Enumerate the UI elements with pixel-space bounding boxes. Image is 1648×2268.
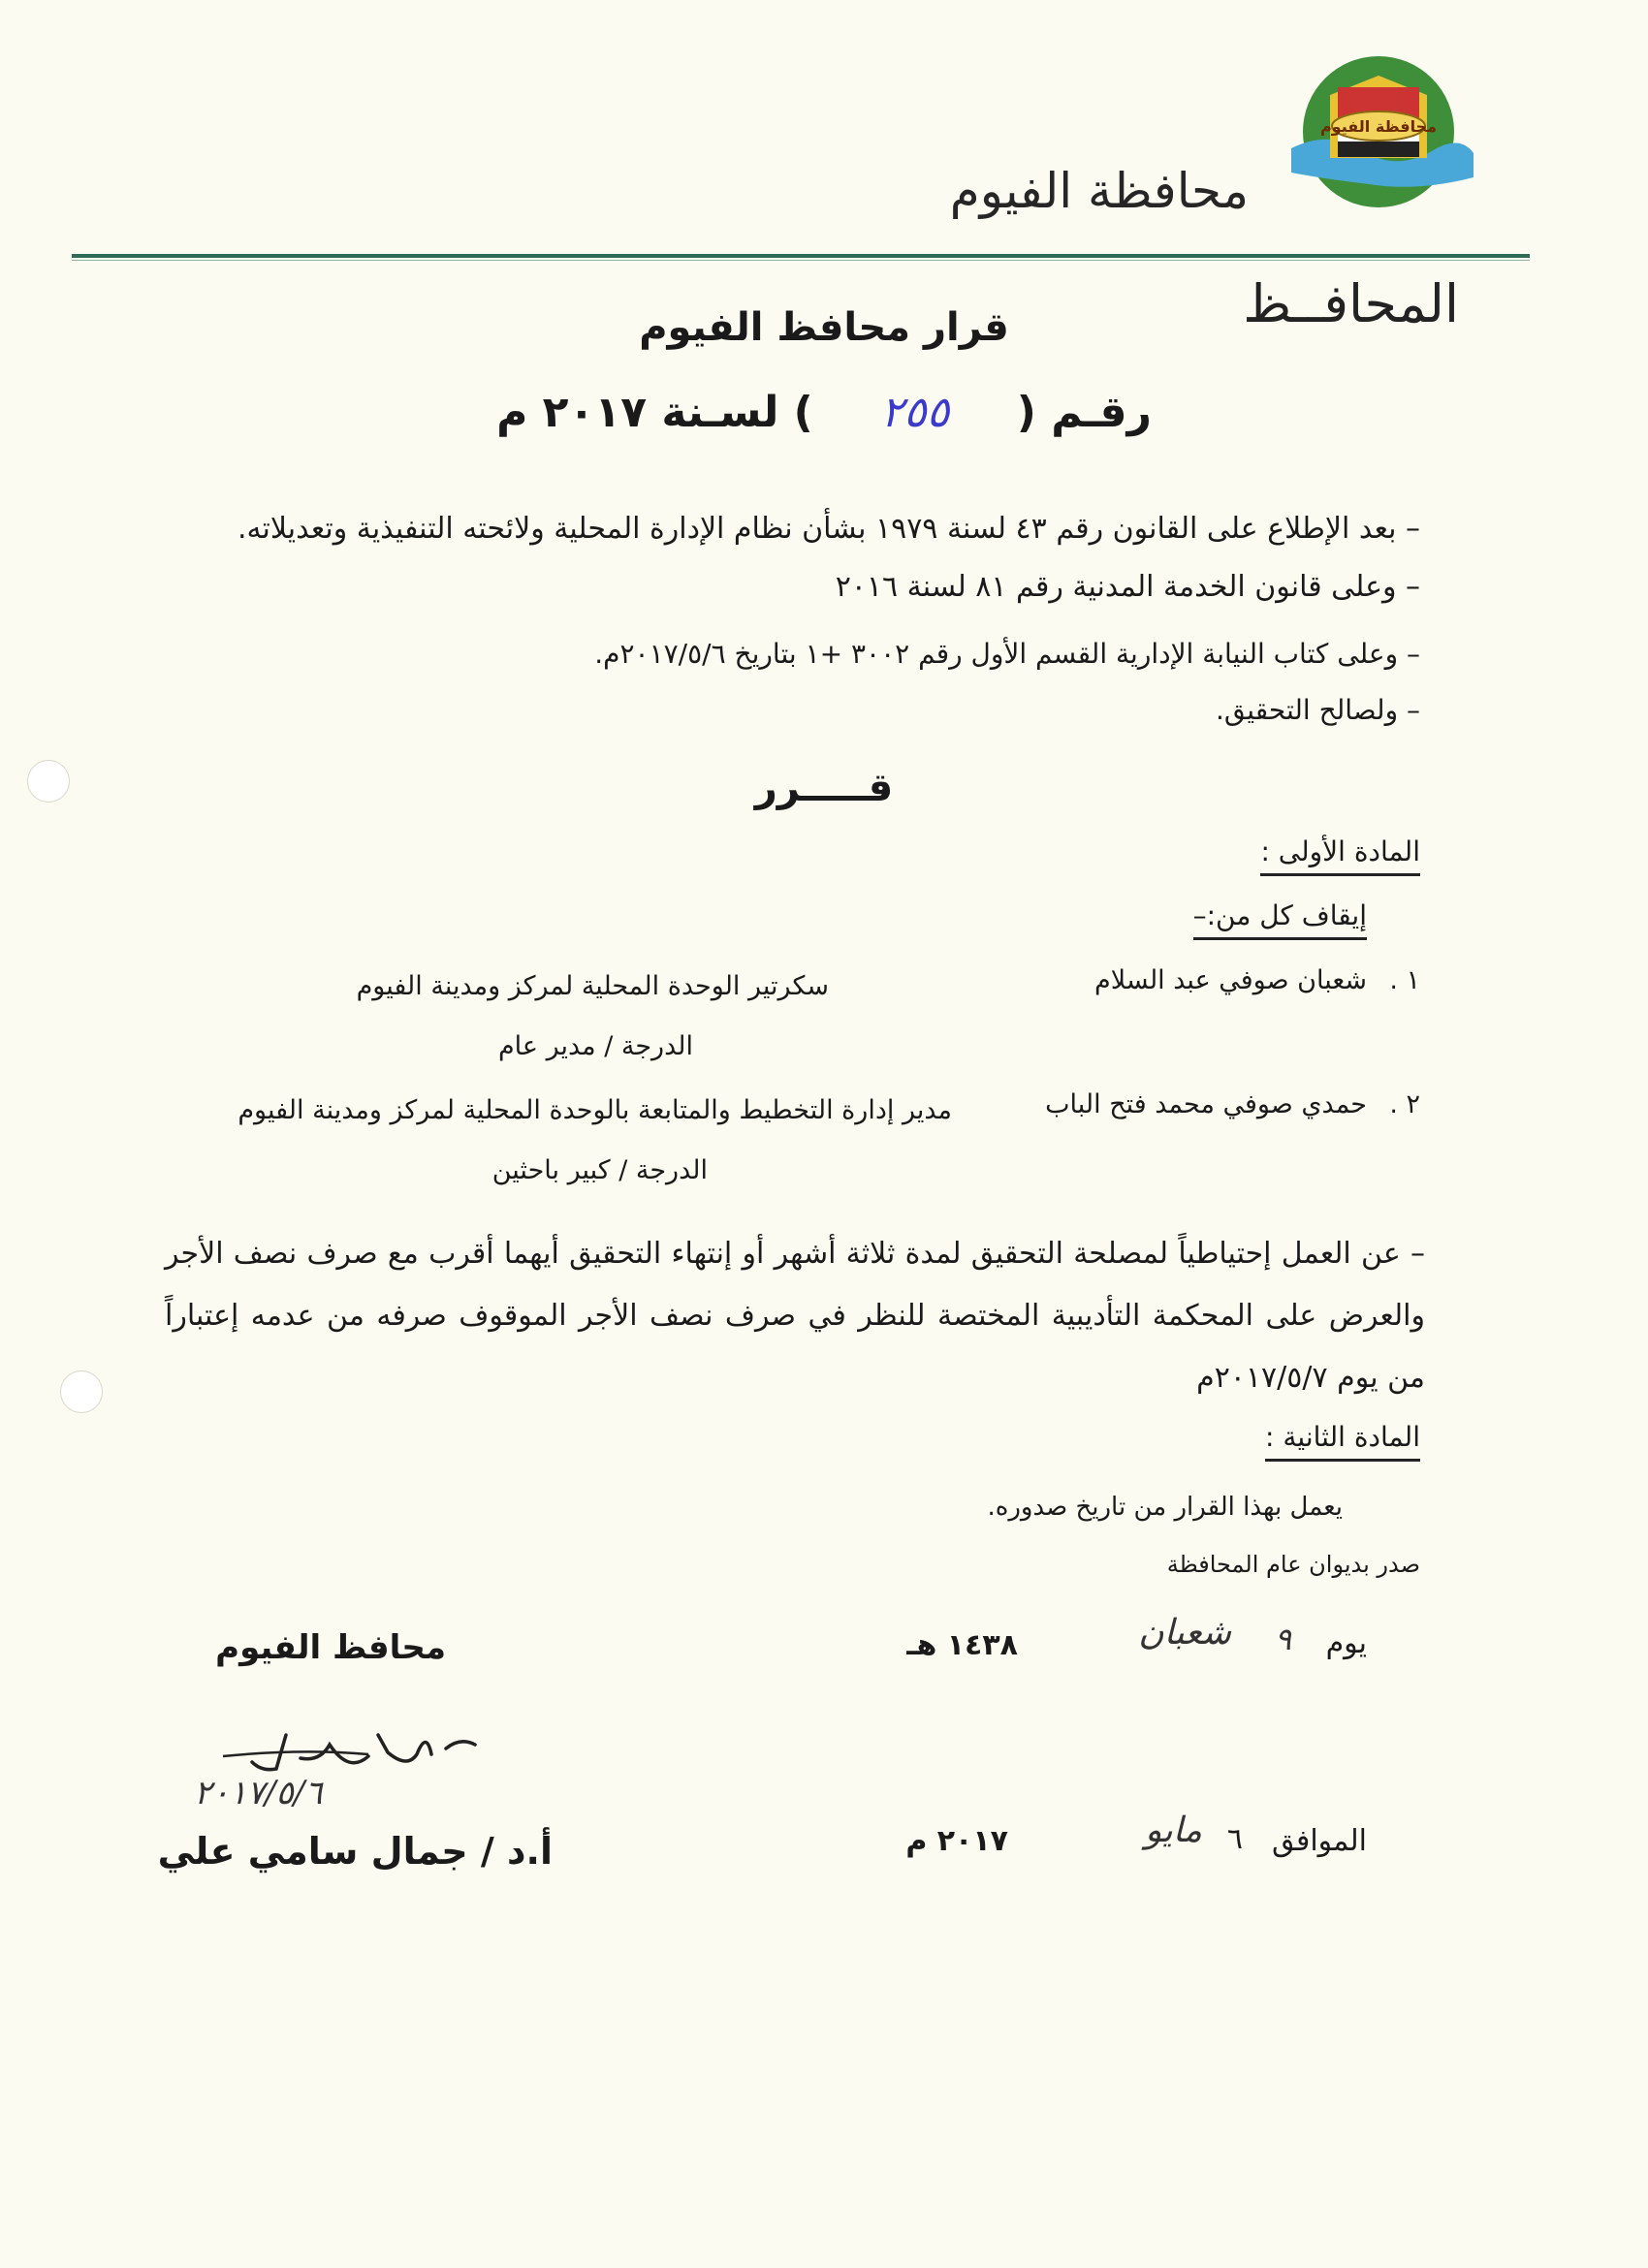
decree-number-line xyxy=(0,388,1648,437)
greg-month: مايو xyxy=(1145,1811,1202,1850)
decree-number-suffix: ) لسـنة ٢٠١٧ م xyxy=(496,388,813,437)
punch-hole xyxy=(27,760,70,803)
punch-hole xyxy=(60,1370,103,1413)
person-position: مدير إدارة التخطيط والمتابعة بالوحدة المحلية لمركز ومدينة الفيوم xyxy=(238,1095,952,1125)
decree-number-value: ٢٥٥ xyxy=(880,388,950,437)
article2-heading: المادة الثانية : xyxy=(1265,1421,1420,1462)
logo-label: محافظة الفيوم xyxy=(1319,117,1438,136)
hijri-month: شعبان xyxy=(1138,1613,1231,1653)
governorate-logo xyxy=(1272,56,1475,211)
person-index: ٢ . xyxy=(1389,1089,1420,1119)
preamble-line: – بعد الإطلاع على القانون رقم ٤٣ لسنة ١٩٧٩ بشأن نظام الإدارة المحلية ولائحته التنفيذية وتعديلاته. xyxy=(237,512,1420,546)
greg-year: ٢٠١٧ م xyxy=(905,1824,1008,1858)
signature-date: ٢٠١٧/٥/٦ xyxy=(194,1774,323,1812)
decree-number-prefix: رقـم ( xyxy=(1016,388,1152,437)
hijri-prefix: يوم xyxy=(1325,1626,1367,1660)
person-position: سكرتير الوحدة المحلية لمركز ومدينة الفيوم xyxy=(356,971,829,1001)
decided-heading: قـــــرر xyxy=(754,766,894,810)
preamble-line: – وعلى كتاب النيابة الإدارية القسم الأول رقم ٣٠٠٢ +١ بتاريخ ٢٠١٧/٥/٦م. xyxy=(594,638,1420,670)
signatory-name: أ.د / جمال سامي علي xyxy=(157,1830,553,1873)
hijri-year: ١٤٣٨ هـ xyxy=(906,1628,1018,1662)
greg-day: ٦ xyxy=(1226,1822,1243,1856)
article2-text: يعمل بهذا القرار من تاريخ صدوره. xyxy=(987,1493,1343,1522)
article1-heading: المادة الأولى : xyxy=(1260,835,1420,876)
signatory-title: محافظ الفيوم xyxy=(215,1628,446,1667)
person-name: شعبان صوفي عبد السلام xyxy=(1094,965,1367,995)
article1-body: – عن العمل إحتياطياً لمصلحة التحقيق لمدة ثلاثة أشهر أو إنتهاء التحقيق أيهما أقرب مع صرف نصف الأجر والعرض على المحكمة التأديبية المختصة للنظر في صرف نصف الأجر الموقوف صرفه من عدمه إعتباراً من يوم ٢٠١٧/٥/٧م xyxy=(165,1237,1425,1395)
issued-note: صدر بديوان عام المحافظة xyxy=(1166,1551,1420,1578)
person-grade: الدرجة / كبير باحثين xyxy=(491,1155,708,1185)
article1-subheading: إيقاف كل من:– xyxy=(1193,899,1367,940)
official-title: المحافــظ xyxy=(1243,273,1459,334)
person-name: حمدي صوفي محمد فتح الباب xyxy=(1045,1089,1367,1119)
hijri-day: ٩ xyxy=(1274,1621,1291,1657)
governorate-name: محافظة الفيوم xyxy=(949,163,1249,219)
header-divider-thin xyxy=(72,260,1530,261)
header-divider xyxy=(72,254,1530,258)
preamble-line: – ولصالح التحقيق. xyxy=(1216,694,1420,726)
person-grade: الدرجة / مدير عام xyxy=(497,1031,693,1061)
greg-prefix: الموافق xyxy=(1271,1824,1367,1858)
person-index: ١ . xyxy=(1389,965,1420,995)
preamble-line: – وعلى قانون الخدمة المدنية رقم ٨١ لسنة ٢٠١٦ xyxy=(835,570,1420,604)
decree-title: قرار محافظ الفيوم xyxy=(639,305,1009,350)
